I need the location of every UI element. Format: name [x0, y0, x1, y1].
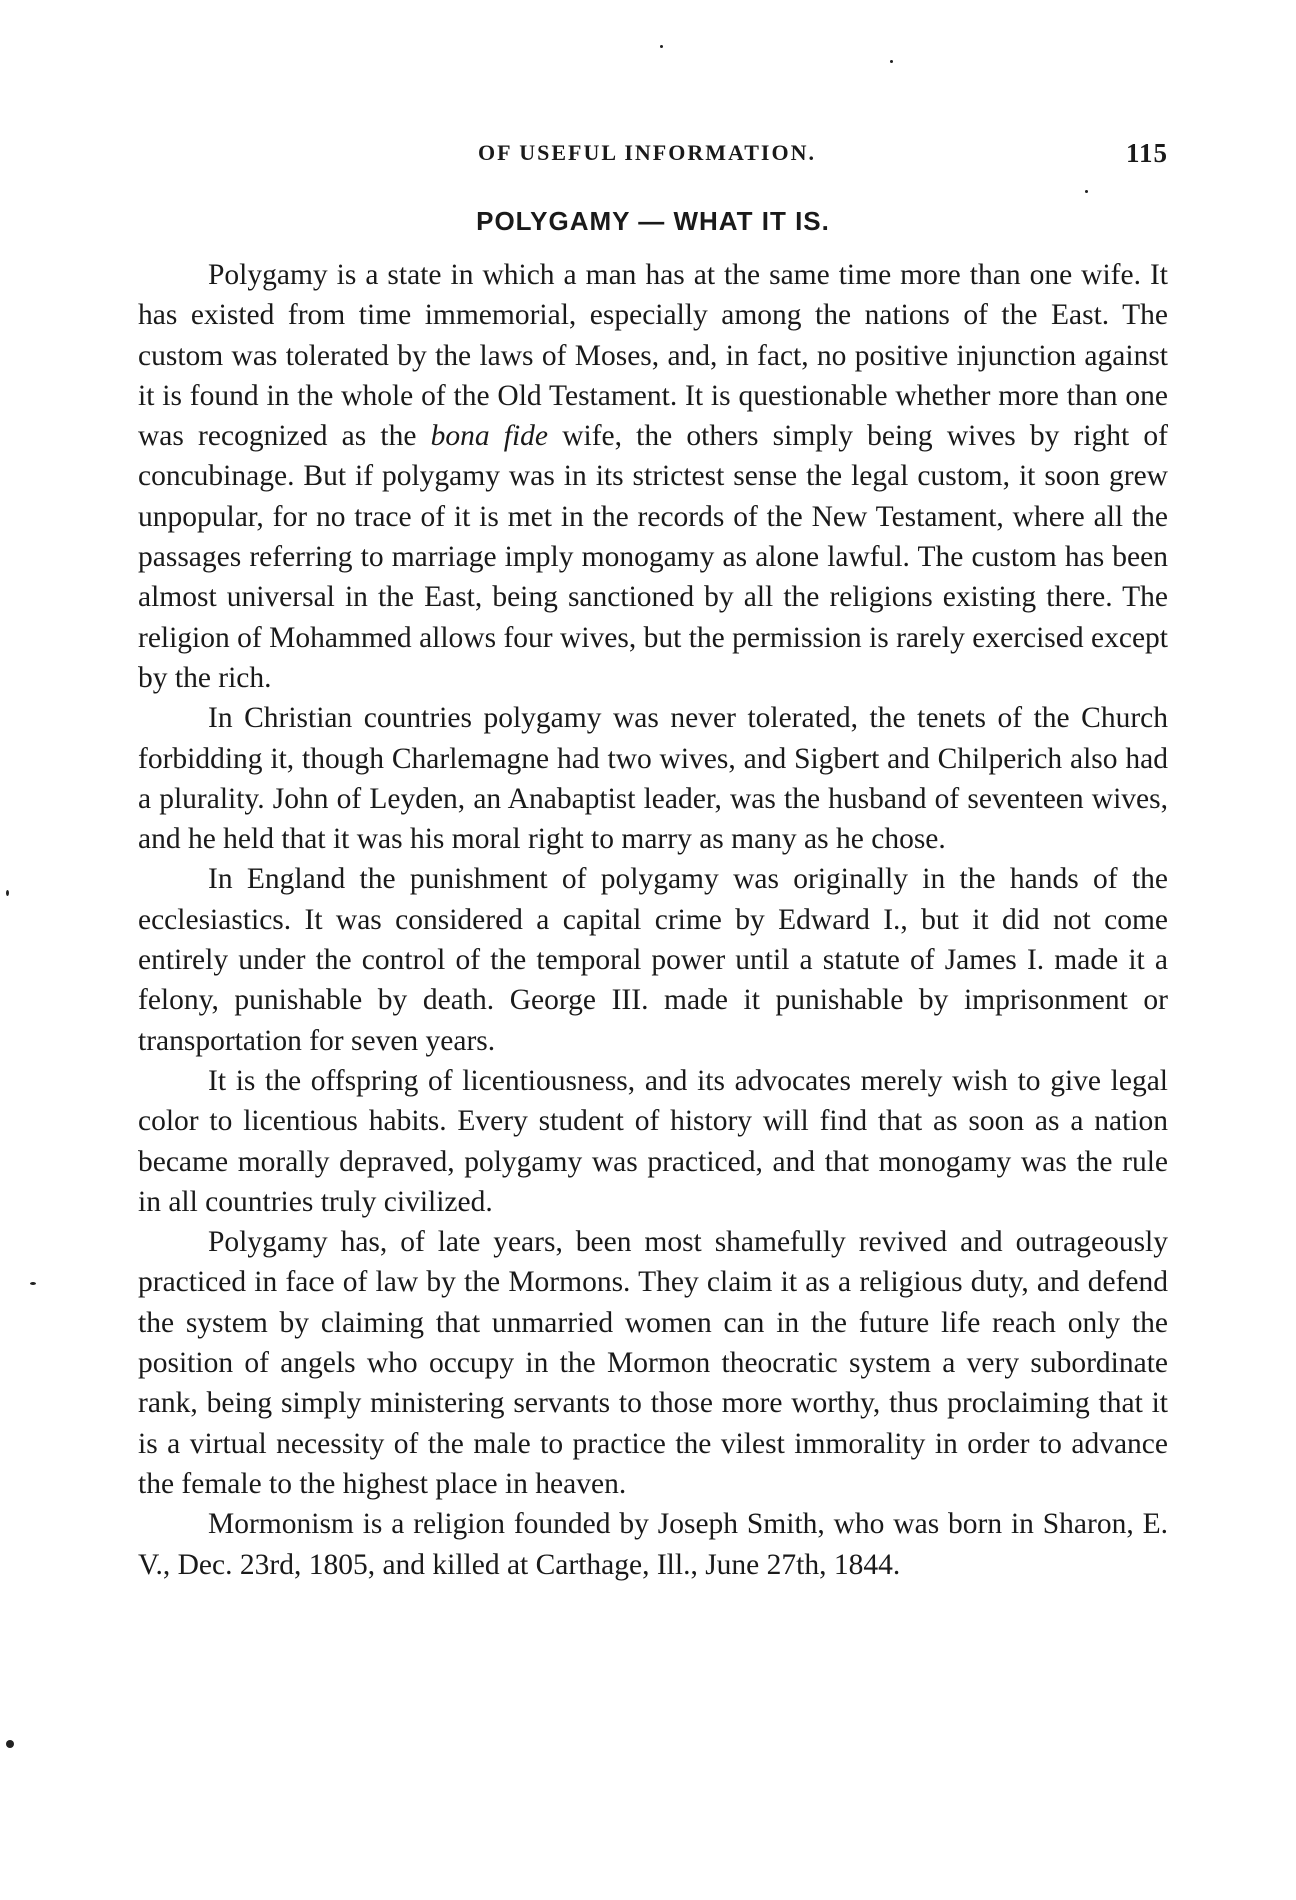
book-page — [138, 0, 1168, 1900]
scan-speck — [660, 45, 663, 48]
paragraph-3: In England the punishment of polygamy was originally in the hands of the ecclesiastics. It was considered a capital crime by Edward I., but it did not come entirely under the control of the temporal power until a statute of James I. made it a felony, punishable by death. George III. made it punishable by imprisonment or transportation for seven years. — [138, 863, 1168, 1057]
paragraph-1-text-before: Polygamy is a state in which a man has at the same time more than one wife. It has existed from time immemorial, especially among the nations of the East. The custom was tolerated by the laws of Moses, and, in fact, no positive injunction against it is found in the whole of the Old Testament. It is questionable whether more than one was recognized as the — [138, 259, 1168, 453]
page-number: 115 — [1125, 138, 1168, 168]
paragraph-2: In Christian countries polygamy was never tolerated, the tenets of the Church forbidding it, though Charlemagne had two wives, and Sigbert and Chilperich also had a plurality. John of Leyden, an Anabaptist leader, was the husband of seventeen wives, and he held that it was his moral right to marry as many as he chose. — [138, 702, 1168, 856]
paragraph-5: Polygamy has, of late years, been most shamefully revived and outrageously practiced in face of law by the Mormons. They claim it as a religious duty, and defend the system by claiming that unmarried women can in the future life reach only the position of angels who occupy in the Mormon theocratic system a very subordinate rank, being simply ministering servants to those more worthy, thus proclaiming that it is a virtual necessity of the male to practice the vilest immorality in order to advance the female to the highest place in heaven. — [138, 1226, 1168, 1500]
scan-speck — [1085, 190, 1088, 193]
paragraph-1-text-after: wife, the others simply being wives by right of concubinage. But if polygamy was in its strictest sense the legal custom, it soon grew unpopular, for no trace of it is met in the records of the New Testament, where all the passages referring to marriage imply monogamy as alone lawful. The custom has been almost universal in the East, being sanctioned by all the religions existing there. The religion of Mohammed allows four wives, but the permission is rarely exercised except by the rich. — [138, 420, 1168, 694]
article-body — [138, 255, 1168, 1585]
running-title: OF USEFUL INFORMATION. — [478, 140, 816, 165]
scan-speck — [6, 890, 9, 896]
scan-speck — [30, 1282, 36, 1285]
scan-speck — [6, 1740, 14, 1748]
running-head — [138, 140, 1168, 174]
article-title: POLYGAMY — WHAT IT IS. — [476, 206, 830, 236]
paragraph-1 — [138, 255, 1168, 698]
latin-phrase: bona fide — [430, 420, 549, 453]
paragraph-4: It is the offspring of licentiousness, and its advocates merely wish to give legal color to licentious habits. Every student of history will find that as soon as a nation became morally depraved, polygamy was practiced, and that monogamy was the rule in all countries truly civilized. — [138, 1064, 1168, 1218]
scan-speck — [890, 60, 893, 63]
paragraph-6: Mormonism is a religion founded by Joseph Smith, who was born in Sharon, E. V., Dec. 23rd, 1805, and killed at Carthage, Ill., June 27th, 1844. — [138, 1508, 1168, 1581]
